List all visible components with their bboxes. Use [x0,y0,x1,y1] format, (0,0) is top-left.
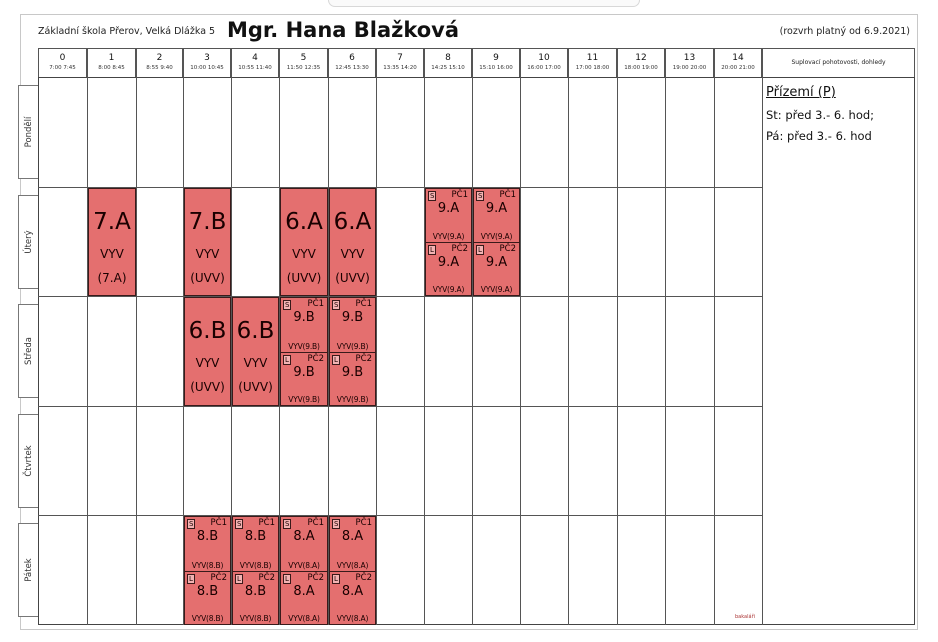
lesson-card-split[interactable] [329,516,376,625]
group-label: PČ2 [258,572,275,583]
group-label: PČ1 [451,190,468,200]
supervision-header: Suplovací pohotovosti, dohledy [762,48,915,77]
lesson-class: 8.A [341,583,364,599]
lesson-card[interactable] [184,297,231,406]
group-tag: S [285,301,290,309]
day-friday [18,523,38,617]
lesson-subject: VYV(8.A) [336,614,369,623]
lesson-class: 6.B [188,318,227,344]
lesson-group-2 [233,571,278,625]
period-time: 11:50 12:35 [286,65,321,71]
period-number: 7 [397,53,403,63]
group-label: PČ1 [355,299,372,309]
period-time: 17:00 18:00 [575,65,610,71]
day-label: Pátek [23,558,34,582]
period-time: 10:00 10:45 [190,65,224,71]
lesson-group-2 [330,571,375,625]
lesson-class: 8.B [244,529,267,544]
lesson-room: (UVV) [190,271,225,285]
lesson-class: 9.A [485,255,508,270]
period-time: 7:00 7:45 [49,65,76,71]
lesson-card[interactable] [329,188,376,296]
grid-line [617,77,618,625]
lesson-group-1 [474,189,519,242]
lesson-group-2 [281,571,327,625]
group-tag: S [334,301,339,309]
period-time: 20:00 21:00 [721,65,755,71]
lesson-subject: VYV [100,247,124,261]
group-tag: S [237,520,242,528]
day-label: Středa [23,337,34,365]
group-label: PČ1 [307,518,324,528]
group-tag: L [237,574,241,583]
lesson-subject: VYV(8.B) [191,614,224,623]
lesson-subject: VYV [195,356,220,370]
lesson-group-2 [426,242,471,295]
lesson-room: (UVV) [190,380,225,394]
lesson-group-1 [426,189,471,242]
lesson-card-split[interactable] [280,516,328,625]
lesson-subject: VYV(8.B) [239,614,272,623]
lesson-card-split[interactable] [473,188,520,296]
day-label: Čtvrtek [23,445,34,477]
lesson-group-1 [330,517,375,571]
lesson-subject: VYV(9.A) [480,285,513,294]
lesson-class: 9.A [437,201,460,216]
grid-line [38,296,762,297]
logo-text: bakaláři [735,614,756,620]
grid-line [87,77,88,625]
lesson-class: 7.A [93,209,131,235]
grid-line [38,187,762,188]
group-tag: S [478,192,483,200]
lesson-subject: VYV(8.A) [288,614,320,623]
lesson-group-1 [185,517,230,571]
period-number: 3 [204,53,210,63]
lesson-card-split[interactable] [425,188,472,296]
lesson-class: 8.B [244,583,267,599]
group-label: PČ2 [355,353,372,364]
lesson-card[interactable] [280,188,328,296]
lesson-subject: VYV(9.B) [288,395,320,404]
lesson-class: 8.B [196,583,219,599]
grid-line [376,77,377,625]
lesson-card[interactable] [232,297,279,406]
period-number: 9 [493,53,499,63]
lesson-group-2 [281,352,327,406]
lesson-subject: VYV(9.B) [336,395,369,404]
group-label: PČ1 [355,518,372,528]
lesson-card[interactable] [88,188,136,296]
lesson-class: 9.A [437,255,460,270]
period-time: 16:00 17:00 [527,65,561,71]
period-header-7 [376,48,424,77]
group-label: PČ2 [307,353,324,364]
lesson-class: 9.B [341,364,364,380]
lesson-group-1 [330,298,375,352]
lesson-class: 6.A [285,209,323,235]
group-label: PČ2 [499,244,516,254]
period-header-11 [568,48,617,77]
group-tag: L [285,574,289,583]
period-header-9 [472,48,520,77]
lesson-group-1 [281,517,327,571]
lesson-class: 8.A [341,529,364,544]
group-label: PČ1 [258,518,275,528]
lesson-subject: VYV [195,247,220,261]
lesson-subject: VYV(8.A) [288,560,320,570]
period-number: 14 [732,53,744,63]
lesson-subject: VYV(8.A) [336,560,369,570]
lesson-room: (7.A) [97,271,127,285]
grid-line [520,77,521,625]
lesson-room: (UVV) [238,380,273,394]
period-header-0 [38,48,87,77]
group-tag: L [334,355,338,364]
lesson-group-1 [233,517,278,571]
day-tuesday [18,195,38,289]
teacher-name: Mgr. Hana Blažková [227,18,460,42]
lesson-card-split[interactable] [232,516,279,625]
period-number: 6 [349,53,355,63]
group-tag: S [334,520,339,528]
period-number: 8 [445,53,451,63]
period-number: 2 [156,53,163,63]
period-header-2 [136,48,183,77]
validity-date: (rozvrh platný od 6.9.2021) [779,26,910,37]
period-time: 19:00 20:00 [672,65,707,71]
window-tab-edge [328,0,640,7]
period-time: 12:45 13:30 [335,65,369,71]
period-header-5 [279,48,328,77]
day-wednesday [18,304,38,398]
period-time: 18:00 19:00 [624,65,658,71]
period-time: 10:55 11:40 [238,65,272,71]
group-tag: L [334,574,338,583]
period-number: 12 [635,53,647,63]
period-header-6 [328,48,376,77]
period-time: 15:10 16:00 [479,65,513,71]
lesson-subject: VYV [243,356,268,370]
lesson-subject: VYV [292,247,316,261]
period-header-1 [87,48,136,77]
school-name: Základní škola Přerov, Velká Dlážka 5 [38,26,216,37]
period-time: 14:25 15:10 [431,65,465,71]
period-number: 4 [252,53,258,63]
lesson-subject: VYV(8.B) [239,560,272,570]
grid-line [38,515,762,516]
day-thursday [18,414,38,508]
lesson-class: 9.B [293,310,315,325]
period-header-13 [665,48,714,77]
bakalari-logo [735,614,755,620]
period-number: 5 [300,53,307,63]
lesson-class: 8.A [293,583,315,599]
lesson-subject: VYV(9.B) [336,341,369,351]
supervision-line: St: před 3.- 6. hod; [766,108,875,122]
lesson-group-1 [281,298,327,352]
grid-line [714,77,715,625]
supervision-line: Pá: před 3.- 6. hod [766,129,872,143]
period-header-12 [617,48,665,77]
lesson-subject: VYV(9.B) [288,341,320,351]
group-label: PČ2 [210,572,227,583]
supervision-panel [762,77,915,625]
group-tag: L [189,574,193,583]
lesson-card-split[interactable] [280,297,328,406]
lesson-subject: VYV [340,247,365,261]
period-header-14 [714,48,762,77]
lesson-room: (UVV) [286,271,322,285]
period-header-4 [231,48,279,77]
group-label: PČ2 [355,572,372,583]
lesson-group-2 [185,571,230,625]
lesson-card-split[interactable] [329,297,376,406]
group-tag: L [430,246,434,254]
lesson-class: 6.A [333,209,372,235]
period-header-8 [424,48,472,77]
lesson-card[interactable] [184,188,231,296]
period-time: 8:00 8:45 [98,65,125,71]
lesson-class: 7.B [188,209,227,235]
day-label: Pondělí [23,116,34,148]
grid-line [136,77,137,625]
group-label: PČ1 [499,190,516,200]
group-tag: S [189,520,194,528]
group-tag: L [285,355,289,364]
lesson-group-2 [330,352,375,406]
group-tag: S [285,520,290,528]
period-number: 0 [59,53,66,63]
group-label: PČ2 [307,572,324,583]
lesson-subject: VYV(9.A) [480,232,513,241]
group-label: PČ2 [451,244,468,254]
grid-line [665,77,666,625]
period-number: 11 [586,53,599,63]
group-tag: L [478,246,482,254]
day-monday [18,85,38,179]
lesson-class: 6.B [236,318,275,344]
grid-line [424,77,425,625]
grid-line [472,77,473,625]
lesson-subject: VYV(9.A) [432,285,465,294]
period-header-10 [520,48,568,77]
period-number: 13 [683,53,696,63]
lesson-subject: VYV(9.A) [432,232,465,241]
lesson-subject: VYV(8.B) [191,560,224,570]
lesson-group-2 [474,242,519,295]
lesson-class: 8.B [196,529,219,544]
period-time: 8:55 9:40 [146,65,173,71]
grid-line [38,406,762,407]
period-time: 13:35 14:20 [383,65,417,71]
lesson-room: (UVV) [335,271,370,285]
group-label: PČ1 [307,299,324,309]
lesson-class: 9.B [293,364,315,380]
lesson-class: 9.A [485,201,508,216]
supervision-location: Přízemí (P) [766,85,836,100]
period-number: 1 [108,53,115,63]
lesson-card-split[interactable] [184,516,231,625]
period-number: 10 [538,53,550,63]
day-label: Úterý [23,230,34,254]
group-label: PČ1 [210,518,227,528]
lesson-class: 9.B [341,310,364,325]
lesson-class: 8.A [293,529,315,544]
group-tag: S [430,192,435,200]
period-header-3 [183,48,231,77]
grid-line [568,77,569,625]
